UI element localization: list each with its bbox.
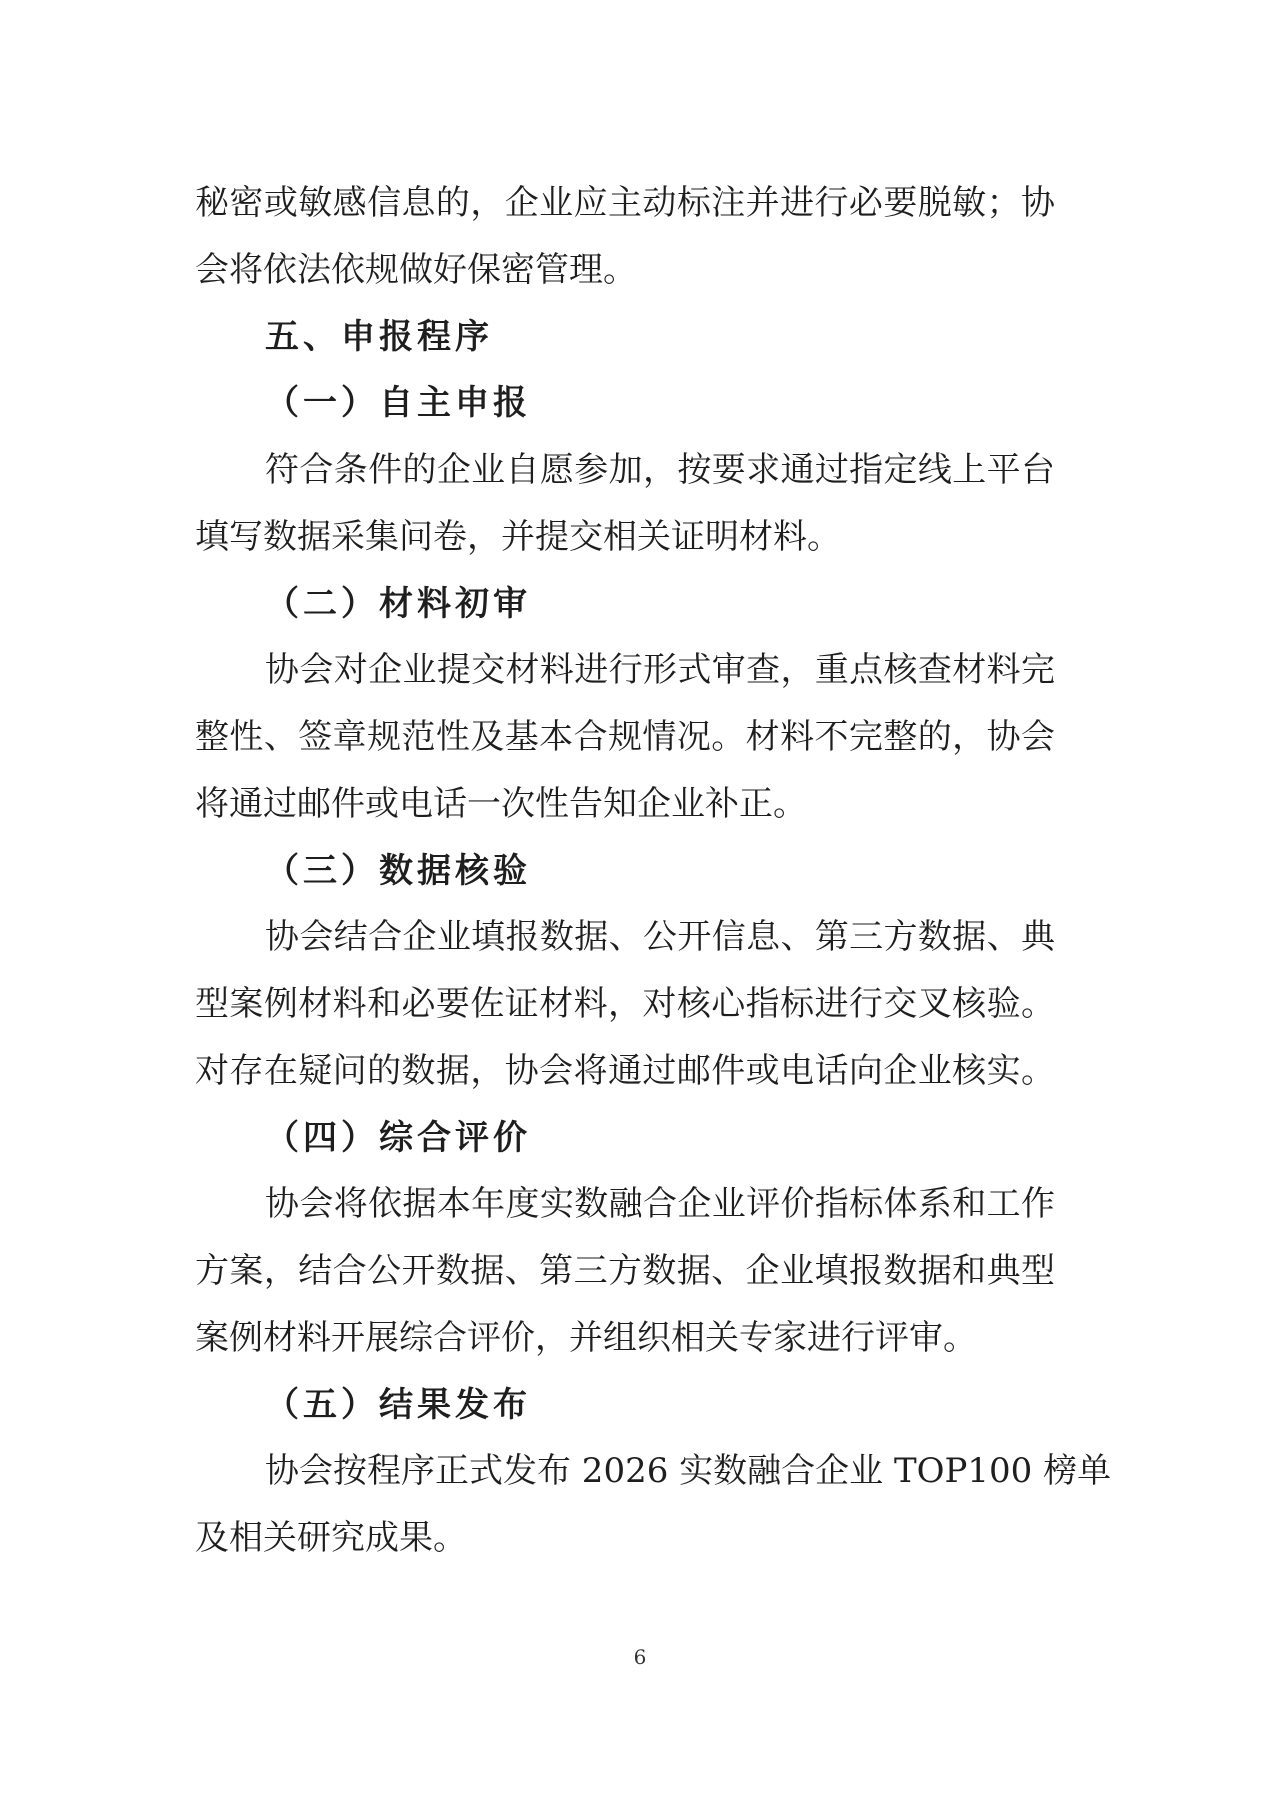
section-heading: （三）数据核验 (265, 851, 531, 891)
paragraph-first-line: 协会对企业提交材料进行形式审查，重点核查材料完 (265, 650, 1055, 690)
paragraph-last-line: 及相关研究成果。 (195, 1518, 467, 1558)
paragraph-last-line: 填写数据采集问卷，并提交相关证明材料。 (195, 517, 841, 557)
paragraph-first-line: 符合条件的企业自愿参加，按要求通过指定线上平台 (265, 450, 1055, 490)
paragraph-first-line: 协会按程序正式发布 2026 实数融合企业 TOP100 榜单 (265, 1451, 1112, 1491)
page-number: 6 (633, 1645, 647, 1669)
paragraph-line: 对存在疑问的数据，协会将通过邮件或电话向企业核实。 (195, 1051, 1055, 1091)
section-heading: 五、申报程序 (265, 317, 493, 357)
section-heading: （二）材料初审 (265, 584, 531, 624)
paragraph-last-line: 案例材料开展综合评价，并组织相关专家进行评审。 (195, 1318, 977, 1358)
section-heading: （一）自主申报 (265, 383, 531, 423)
paragraph-last-line: 会将依法依规做好保密管理。 (195, 250, 637, 290)
paragraph-first-line: 协会将依据本年度实数融合企业评价指标体系和工作 (265, 1184, 1055, 1224)
paragraph-first-line: 协会结合企业填报数据、公开信息、第三方数据、典 (265, 917, 1055, 957)
paragraph-line: 秘密或敏感信息的，企业应主动标注并进行必要脱敏；协 (195, 183, 1055, 223)
paragraph-line: 型案例材料和必要佐证材料，对核心指标进行交叉核验。 (195, 984, 1055, 1024)
paragraph-last-line: 将通过邮件或电话一次性告知企业补正。 (195, 784, 807, 824)
paragraph-line: 方案，结合公开数据、第三方数据、企业填报数据和典型 (195, 1251, 1055, 1291)
section-heading: （四）综合评价 (265, 1118, 531, 1158)
paragraph-line: 整性、签章规范性及基本合规情况。材料不完整的，协会 (195, 717, 1055, 757)
section-heading: （五）结果发布 (265, 1385, 531, 1425)
